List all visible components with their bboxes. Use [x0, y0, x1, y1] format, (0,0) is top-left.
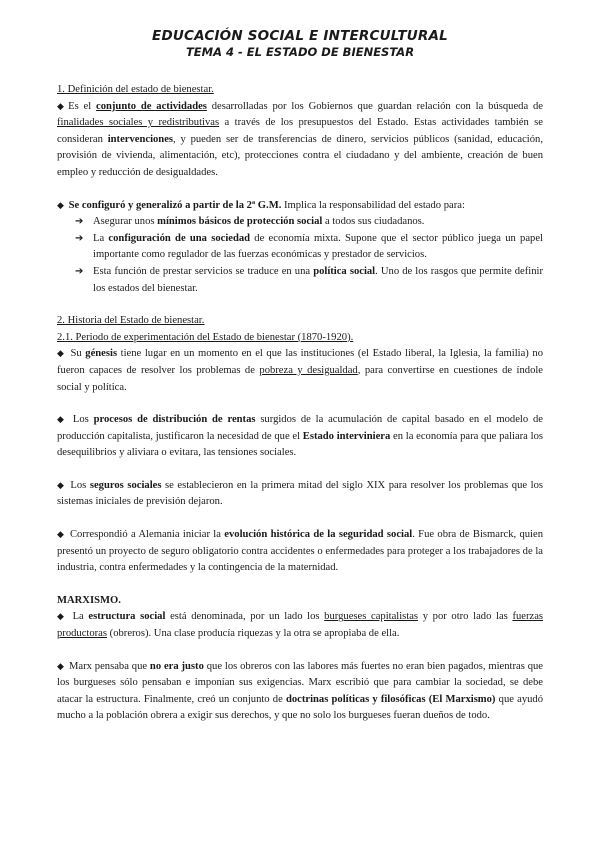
section-2-paragraph-4: ◆ Correspondió a Alemania iniciar la evolución histórica de la seguridad social. Fue obra de Bismarck, quien presentó un proyecto de seguro obligatorio contra accidentes o enfermedades para proteger a los trabajadores de la industria, contra enfermedades y la contingencia de la maternidad. — [57, 529, 544, 574]
section-2-paragraph-1: ◆ Su génesis tiene lugar en un momento en el que las instituciones (el Estado liberal, la Iglesia, la familia) no fueron capaces de resolver los problemas de pobreza y desigualdad, para convertirse en cuestiones de índole social y política. — [57, 348, 544, 393]
marxism-paragraph-1: ◆ La estructura social está denominada, por un lado los burgueses capitalistas y por otro lado las fuerzas productoras (obreros). Una clase producía riquezas y la otra se apropiaba de ella. — [57, 611, 544, 640]
right-arrow-icon: ➔ — [75, 216, 84, 228]
section-2-heading: 2. Historia del Estado de bienestar. — [57, 315, 205, 327]
document-subtitle: TEMA 4 - EL ESTADO DE BIENESTAR — [185, 45, 415, 59]
diamond-arrow-bullet-icon: ◆ — [57, 101, 67, 112]
diamond-arrow-bullet-icon: ◆ — [57, 661, 65, 672]
diamond-arrow-bullet-icon: ◆ — [57, 415, 67, 426]
diamond-arrow-bullet-icon: ◆ — [57, 200, 64, 211]
marxism-paragraph-2: ◆ Marx pensaba que no era justo que los obreros con las labores más fuertes no eran bien pagados, mientras que los burgueses sólo pensaban e imponían sus exigencias. Marx escribió que para cambiar la sociedad, se debe atacar la estructura. Finalmente, creó un conjunto de doctrinas políticas y filosóficas (El Marxismo) que ayudó mucho a la población obrera a exigir sus derechos, y que no solo los burgueses fueran dueños de todo. — [57, 660, 544, 722]
diamond-arrow-bullet-icon: ◆ — [57, 612, 66, 623]
responsibility-list — [57, 214, 543, 297]
diamond-arrow-bullet-icon: ◆ — [57, 530, 65, 541]
document-title: EDUCACIÓN SOCIAL E INTERCULTURAL — [152, 28, 448, 44]
diamond-arrow-bullet-icon: ◆ — [57, 349, 65, 360]
list-item: ➔ La configuración de una sociedad de economía mixta. Supone que el sector público juega un papel importante como regulador de las fuerzas económicas y prestador de servicios. — [75, 232, 543, 261]
section-1-paragraph-1: ◆ Es el conjunto de actividades desarrolladas por los Gobiernos que guardan relación con la búsqueda de finalidades sociales y redistributivas a través de los presupuestos del Estado. Estas actividades también se consideran intervenciones, y pueden ser de transferencias de dinero, servicios públicos (sanidad, educación, provisión de vivienda, alimentación, etc), protecciones contra el ciudadano y del ambiente, creación de buen empleo y reducción de desigualdades. — [57, 100, 543, 178]
section-2-1-heading: 2.1. Periodo de experimentación del Estado de bienestar (1870-1920). — [57, 331, 354, 343]
right-arrow-icon: ➔ — [75, 232, 84, 244]
marxism-heading: MARXISMO. — [57, 594, 121, 606]
right-arrow-icon: ➔ — [75, 265, 84, 277]
section-1-heading: 1. Definición del estado de bienestar. — [57, 84, 214, 95]
document-page — [57, 28, 543, 725]
list-item: ➔ Asegurar unos mínimos básicos de protección social a todos sus ciudadanos. — [75, 214, 543, 231]
section-2-paragraph-2: ◆ Los procesos de distribución de rentas surgidos de la acumulación de capital basado en el modelo de producción capitalista, justificaron la necesidad de que el Estado interviniera en la economía para que paliara los desequilibrios y aliviara o evitara, las tensiones sociales. — [57, 414, 543, 459]
list-item: ➔ Esta función de prestar servicios se traduce en una política social. Uno de los rasgos que permite definir los estados del bienestar. — [75, 265, 543, 294]
section-1-paragraph-2: ◆ Se configuró y generalizó a partir de la 2ª G.M. Implica la responsabilidad del estado para: — [57, 199, 465, 211]
diamond-arrow-bullet-icon: ◆ — [57, 480, 65, 491]
section-2-paragraph-3: ◆ Los seguros sociales se establecieron en la primera mitad del siglo XIX para resolver los problemas que los sistemas iniciales de previsión dejaron. — [57, 479, 544, 508]
